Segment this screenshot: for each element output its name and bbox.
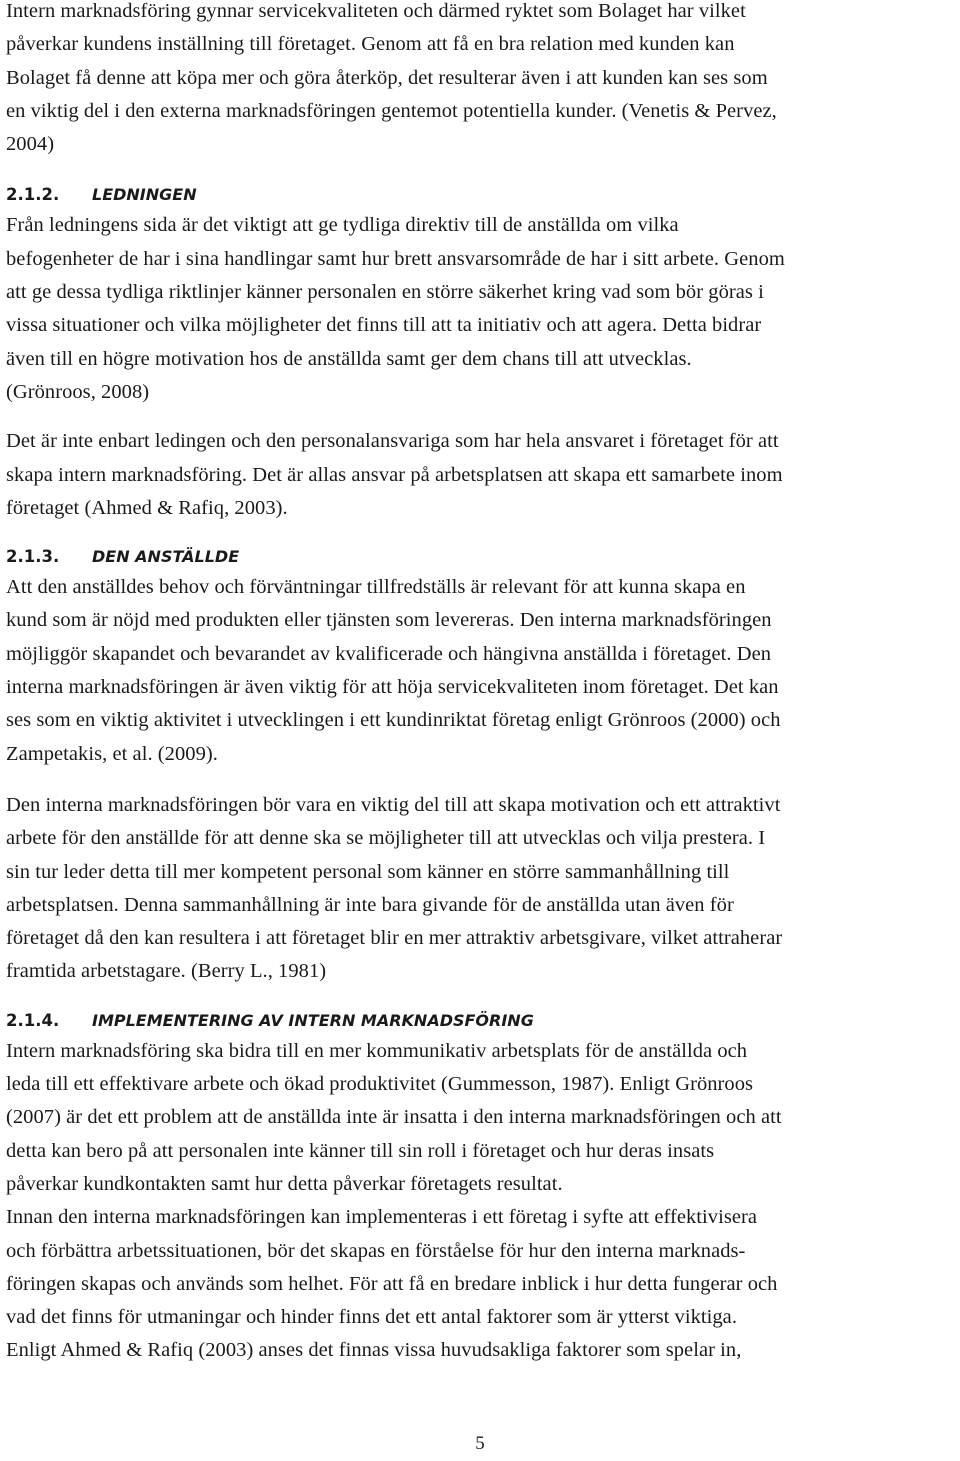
text-line: sin tur leder detta till mer kompetent personal som känner en större sammanhållning till [6,860,730,883]
spacer [6,161,954,183]
text-line: ses som en viktig aktivitet i utvecklingen i ett kundinriktat företag enligt Grönroos (2000) och [6,709,781,732]
text-line: Att den anställdes behov och förväntningar tillfredställs är relevant för att kunna skapa en [6,576,746,599]
text-line: arbete för den anställde för att denne ska se möjligheter till att utvecklas och vilja prestera. I [6,827,766,850]
text-line: (Grönroos, 2008) [6,380,150,403]
text-line: Intern marknadsföring gynnar servicekvaliteten och därmed ryktet som Bolaget har vilket [6,0,746,22]
text-line: Det är inte enbart ledingen och den personalansvariga som har hela ansvaret i företaget för att [6,430,779,453]
text-line: möjliggör skapandet och bevarandet av kvalificerade och hängivna anställda i företaget. Den [6,642,772,665]
section-title: LEDNINGEN [92,185,197,205]
paragraph [6,1035,954,1201]
text-line: påverkar kundkontakten samt hur detta påverkar företagets resultat. [6,1172,563,1195]
text-line: företaget (Ahmed & Rafiq, 2003). [6,496,288,519]
text-line: leda till ett effektivare arbete och ökad produktivitet (Gummesson, 1987). Enligt Grönroos [6,1073,754,1096]
text-line: Innan den interna marknadsföringen kan implementeras i ett företag i syfte att effektivisera [6,1206,758,1229]
text-line: påverkar kundens inställning till företaget. Genom att få en bra relation med kunden kan [6,33,735,56]
spacer [6,989,954,1009]
text-line: 2004) [6,133,55,156]
text-line: Zampetakis, et al. (2009). [6,742,218,765]
text-line: Intern marknadsföring ska bidra till en mer kommunikativ arbetsplats för de anställda och [6,1039,748,1062]
text-line: föringen skapas och används som helhet. För att få en bredare inblick i hur detta fungerar och [6,1272,778,1295]
text-line: interna marknadsföringen är även viktig för att höja servicekvaliteten inom företaget. Det kan [6,676,779,699]
spacer [6,525,954,545]
text-line: arbetsplatsen. Denna sammanhållning är inte bara givande för de anställda utan även för [6,893,734,916]
section-number: 2.1.2. [6,185,60,205]
text-line: befogenheter de har i sina handlingar samt hur brett ansvarsområde de har i sitt arbete. Genom [6,247,785,270]
text-line: en viktig del i den externa marknadsföringen gentemot potentiella kunder. (Venetis & Pervez, [6,99,777,122]
paragraph [6,209,954,409]
section-heading-implementering [6,1009,954,1033]
section-heading-den-anstallde [6,545,954,569]
text-line: (2007) är det ett problem att de anställda inte är insatta i den interna marknadsföringen och att [6,1106,782,1129]
text-line: Bolaget få denne att köpa mer och göra återköp, det resulterar även i att kunden kan ses som [6,66,768,89]
section-heading-ledningen [6,183,954,207]
section-title: IMPLEMENTERING AV INTERN MARKNADSFÖRING [92,1010,534,1030]
text-line: skapa intern marknadsföring. Det är allas ansvar på arbetsplatsen att skapa ett samarbete inom [6,463,783,486]
text-line: detta kan bero på att personalen inte känner till sin roll i företaget och hur deras insats [6,1139,715,1162]
spacer [6,771,954,789]
text-line: Den interna marknadsföringen bör vara en viktig del till att skapa motivation och ett attraktivt [6,793,781,816]
text-line: vissa situationer och vilka möjligheter det finns till att ta initiativ och att agera. Detta bidrar [6,314,762,337]
paragraph [6,571,954,771]
section-number: 2.1.4. [6,1010,60,1030]
paragraph [6,789,954,989]
text-line: kund som är nöjd med produkten eller tjänsten som levereras. Den interna marknadsföringen [6,609,772,632]
document-page [6,0,954,1368]
page-number: 5 [475,1433,485,1454]
text-line: och förbättra arbetssituationen, bör det skapas en förståelse för hur den interna marknads- [6,1239,746,1262]
paragraph [6,425,954,525]
text-line: även till en högre motivation hos de anställda samt ger dem chans till att utvecklas. [6,347,692,370]
text-line: vad det finns för utmaningar och hinder finns det ett antal faktorer som är ytterst viktiga. [6,1306,737,1329]
text-line: framtida arbetstagare. (Berry L., 1981) [6,960,327,983]
paragraph [6,1201,954,1367]
text-line: Från ledningens sida är det viktigt att ge tydliga direktiv till de anställda om vilka [6,214,679,237]
text-line: företaget då den kan resultera i att företaget blir en mer attraktiv arbetsgivare, vilket attraherar [6,927,783,950]
section-number: 2.1.3. [6,547,60,567]
intro-paragraph [6,0,954,161]
section-title: DEN ANSTÄLLDE [92,547,240,567]
text-line: Enligt Ahmed & Rafiq (2003) anses det finnas vissa huvudsakliga faktorer som spelar in, [6,1339,742,1362]
spacer [6,409,954,425]
text-line: att ge dessa tydliga riktlinjer känner personalen en större säkerhet kring vad som bör göras i [6,281,764,304]
